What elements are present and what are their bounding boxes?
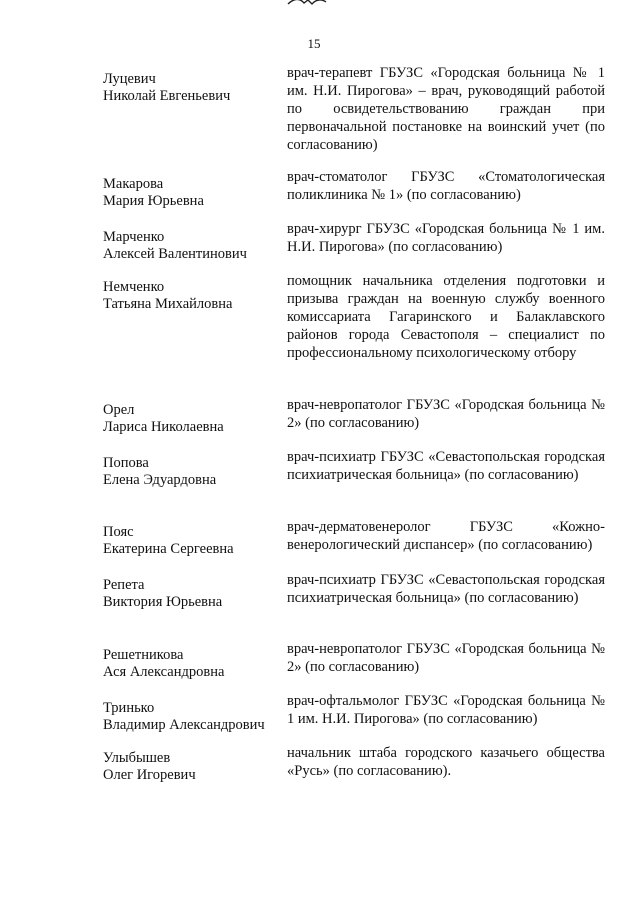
member-given-names: Владимир Александрович	[103, 717, 265, 733]
member-role: врач-невропатолог ГБУЗС «Городская больница № 2» (по согласованию)	[287, 397, 605, 431]
member-surname: Луцевич	[103, 71, 156, 87]
member-given-names: Николай Евгеньевич	[103, 88, 231, 104]
member-surname: Марченко	[103, 229, 165, 245]
member-name	[103, 279, 288, 313]
member-role: врач-невропатолог ГБУЗС «Городская больница № 2» (по согласованию)	[287, 641, 605, 675]
member-surname: Немченко	[103, 279, 165, 295]
member-name	[103, 229, 288, 263]
member-name	[103, 750, 288, 784]
member-name	[103, 647, 288, 681]
member-role: врач-психиатр ГБУЗС «Севастопольская городская психиатрическая больница» (по согласованию)	[287, 572, 605, 606]
member-given-names: Виктория Юрьевна	[103, 594, 223, 610]
member-given-names: Олег Игоревич	[103, 767, 196, 783]
member-surname: Попова	[103, 455, 149, 471]
member-name	[103, 71, 288, 105]
member-surname: Решетникова	[103, 647, 184, 663]
member-given-names: Мария Юрьевна	[103, 193, 204, 209]
member-role: врач-терапевт ГБУЗС «Городская больница № 1 им. Н.И. Пирогова» – врач, руководящий работой по освидетельствованию граждан при первоначальной постановке на воинский учет (по согласованию)	[287, 65, 605, 153]
member-given-names: Лариса Николаевна	[103, 419, 224, 435]
member-name	[103, 402, 288, 436]
member-given-names: Ася Александровна	[103, 664, 225, 680]
member-role: врач-психиатр ГБУЗС «Севастопольская городская психиатрическая больница» (по согласованию)	[287, 449, 605, 483]
member-surname: Орел	[103, 402, 135, 418]
page-number: 15	[307, 36, 321, 51]
member-surname: Макарова	[103, 176, 164, 192]
member-name	[103, 176, 288, 210]
member-surname: Репета	[103, 577, 145, 593]
member-name	[103, 700, 288, 734]
member-role: врач-дерматовенеролог ГБУЗС «Кожно-венерологический диспансер» (по согласованию)	[287, 519, 605, 553]
member-surname: Тринько	[103, 700, 155, 716]
member-surname: Пояс	[103, 524, 134, 540]
member-role: начальник штаба городского казачьего общества «Русь» (по согласованию).	[287, 745, 605, 779]
member-given-names: Елена Эдуардовна	[103, 472, 217, 488]
member-role: врач-офтальмолог ГБУЗС «Городская больница № 1 им. Н.И. Пирогова» (по согласованию)	[287, 693, 605, 727]
member-given-names: Татьяна Михайловна	[103, 296, 233, 312]
member-given-names: Екатерина Сергеевна	[103, 541, 234, 557]
member-role: врач-хирург ГБУЗС «Городская больница № 1 им. Н.И. Пирогова» (по согласованию)	[287, 221, 605, 255]
member-role: помощник начальника отделения подготовки и призыва граждан на военную службу военного комиссариата Гагаринского и Балаклавского районов города Севастополя – специалист по профессиональному психологическому отбору	[287, 273, 605, 361]
member-surname: Улыбышев	[103, 750, 171, 766]
member-name	[103, 577, 288, 611]
member-given-names: Алексей Валентинович	[103, 246, 247, 262]
scan-artifact-mark	[286, 0, 328, 6]
member-role: врач-стоматолог ГБУЗС «Стоматологическая поликлиника № 1» (по согласованию)	[287, 169, 605, 203]
member-name	[103, 455, 288, 489]
member-name	[103, 524, 288, 558]
